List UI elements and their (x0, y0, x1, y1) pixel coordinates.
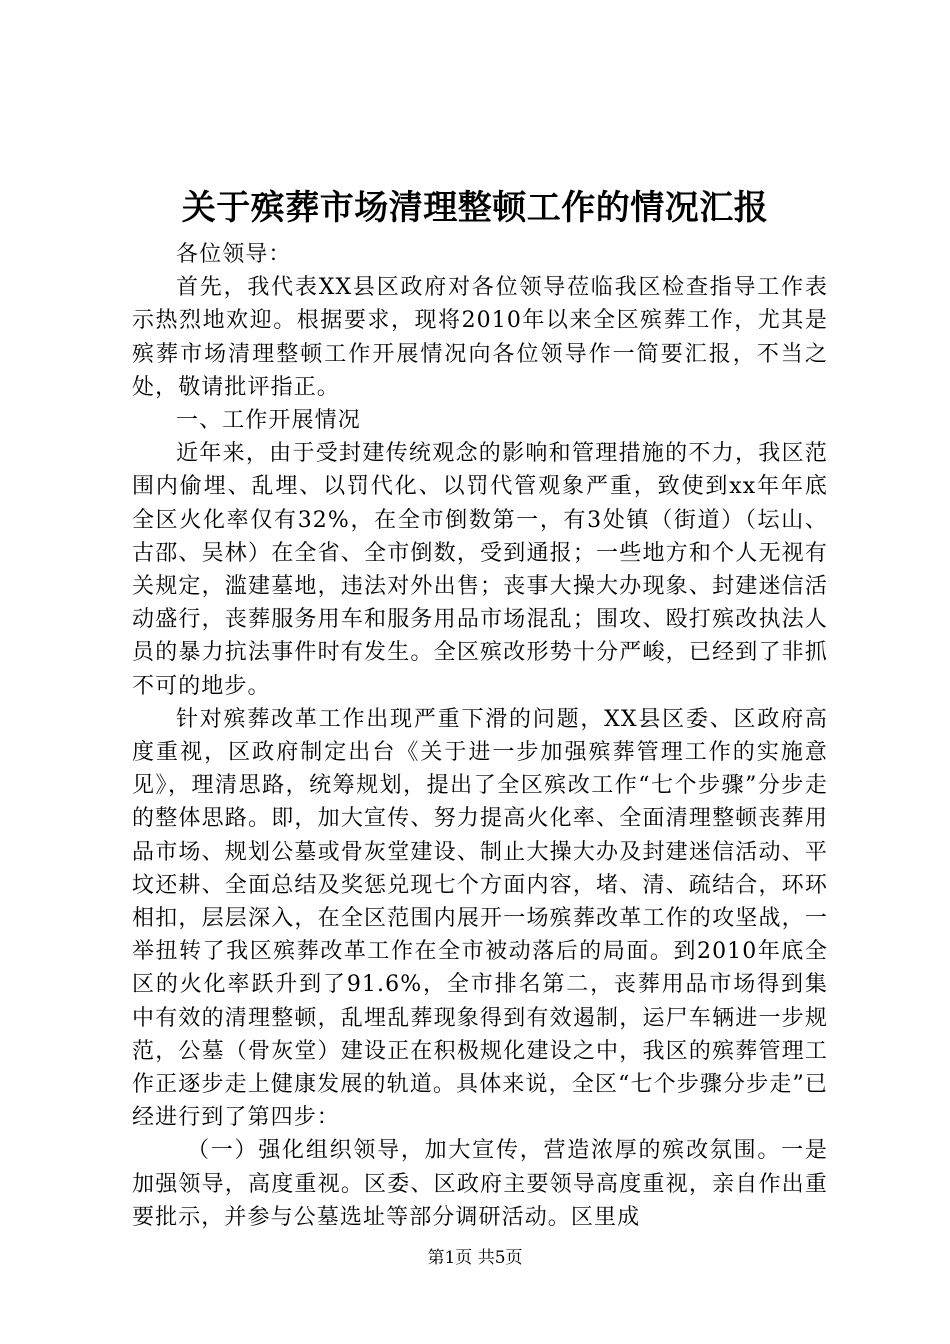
section-heading: 一、工作开展情况 (176, 408, 361, 434)
page-footer: 第1页 共5页 (427, 1248, 523, 1268)
subsection-paragraph: （一）强化组织领导，加大宣传，营造浓厚的殡改氛围。一是加强领导，高度重视。区委、区政府主要领导高度重视，亲自作出重要批示，并参与公墓选址等部分调研活动。区里成 (132, 1138, 828, 1230)
measures-paragraph: 针对殡葬改革工作出现严重下滑的问题，XX县区委、区政府高度重视，区政府制定出台《关于进一步加强殡葬管理工作的实施意见》，理清思路，统筹规划，提出了全区殡改工作“七个步骤”分步走的整体思路。即，加大宣传、努力提高火化率、全面清理整顿丧葬用品市场、规划公墓或骨灰堂建设、制止大操大办及封建迷信活动、平坟还耕、全面总结及奖惩兑现七个方面内容，堵、清、疏结合，环环相扣，层层深入，在全区范围内展开一场殡葬改革工作的攻坚战，一举扭转了我区殡葬改革工作在全市被动落后的局面。到2010年底全区的火化率跃升到了91.6%，全市排名第二，丧葬用品市场得到集中有效的清理整顿，乱埋乱葬现象得到有效遏制，运尸车辆进一步规范，公墓（骨灰堂）建设正在积极规化建设之中，我区的殡葬管理工作正逐步走上健康发展的轨道。具体来说，全区“七个步骤分步走”已经进行到了第四步： (132, 706, 828, 1131)
background-paragraph: 近年来，由于受封建传统观念的影响和管理措施的不力，我区范围内偷埋、乱埋、以罚代化、以罚代管观象严重，致使到xx年年底全区火化率仅有32%，在全市倒数第一，有3处镇（街道）（坛山、古邵、吴林）在全省、全市倒数，受到通报；一些地方和个人无视有关规定，滥建墓地，违法对外出售；丧事大操大办现象、封建迷信活动盛行，丧葬服务用车和服务用品市场混乱；围攻、殴打殡改执法人员的暴力抗法事件时有发生。全区殡改形势十分严峻，已经到了非抓不可的地步。 (132, 441, 828, 699)
document-body (132, 238, 828, 1234)
document-title: 关于殡葬市场清理整顿工作的情况汇报 (181, 188, 769, 228)
salutation: 各位领导： (176, 242, 292, 267)
intro-paragraph: 首先，我代表XX县区政府对各位领导莅临我区检查指导工作表示热烈地欢迎。根据要求，现将2010年以来全区殡葬工作，尤其是殡葬市场清理整顿工作开展情况向各位领导作一简要汇报，不当之处，敬请批评指正。 (132, 275, 828, 400)
